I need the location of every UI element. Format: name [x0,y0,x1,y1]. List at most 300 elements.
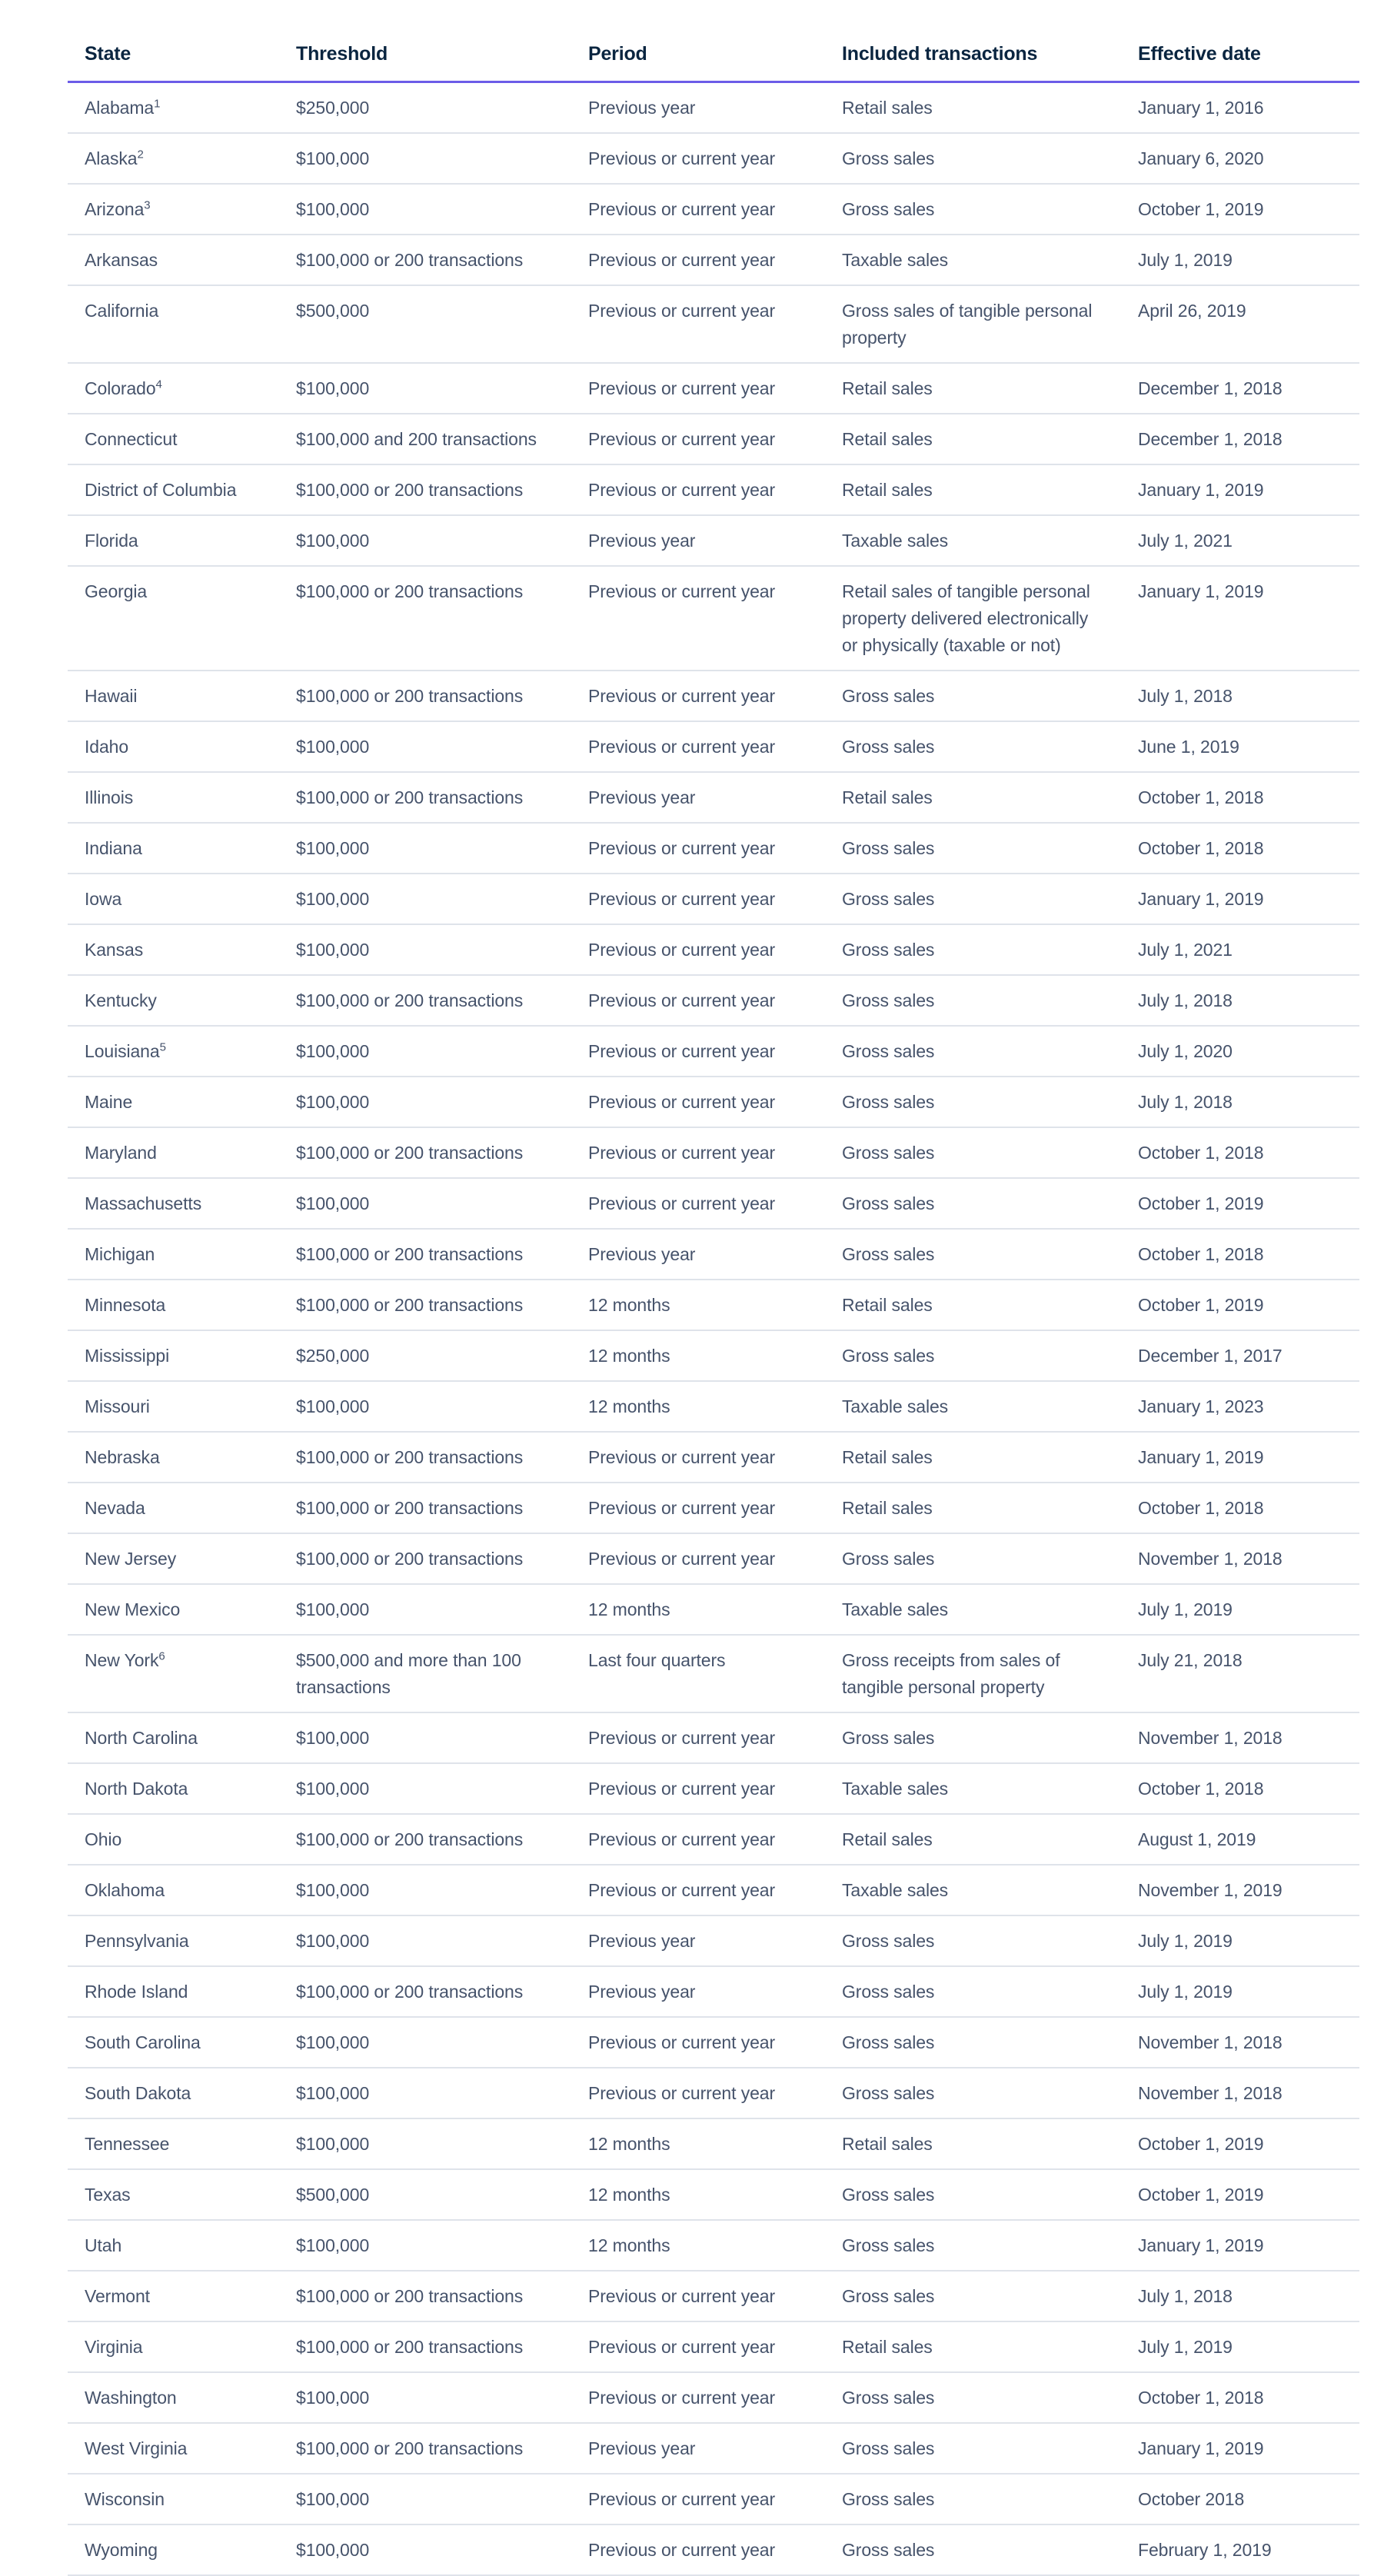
state-name: Nevada [85,1498,145,1518]
footnote-marker[interactable]: 1 [154,97,161,111]
cell-effective-date: January 1, 2019 [1121,464,1359,515]
table-row [68,285,1359,363]
table-row [68,1814,1359,1865]
state-name: Minnesota [85,1295,166,1315]
table-row [68,1127,1359,1178]
cell-period: Previous or current year [571,975,825,1026]
cell-threshold: $100,000 or 200 transactions [279,235,571,285]
cell-state [68,1763,279,1814]
cell-effective-date: July 1, 2019 [1121,2321,1359,2372]
cell-state [68,2271,279,2321]
cell-state [68,1432,279,1483]
cell-included-transactions: Gross sales [825,924,1121,975]
cell-state [68,1178,279,1229]
state-name: Mississippi [85,1346,170,1366]
cell-included-transactions: Taxable sales [825,1865,1121,1915]
table-row [68,1915,1359,1966]
cell-effective-date: November 1, 2018 [1121,1712,1359,1763]
cell-included-transactions: Taxable sales [825,235,1121,285]
cell-threshold: $100,000 or 200 transactions [279,1966,571,2017]
cell-threshold: $100,000 or 200 transactions [279,1814,571,1865]
cell-threshold: $100,000 or 200 transactions [279,464,571,515]
cell-period: Previous or current year [571,874,825,924]
cell-included-transactions: Gross receipts from sales of tangible personal property [825,1635,1121,1712]
cell-threshold: $100,000 [279,1763,571,1814]
cell-effective-date: October 1, 2018 [1121,1229,1359,1280]
table-row [68,721,1359,772]
cell-threshold: $100,000 [279,874,571,924]
cell-included-transactions: Retail sales [825,1280,1121,1330]
cell-included-transactions: Taxable sales [825,1763,1121,1814]
table-row [68,2169,1359,2220]
state-name: California [85,301,159,321]
cell-effective-date: October 1, 2019 [1121,2169,1359,2220]
cell-included-transactions: Gross sales [825,1966,1121,2017]
table-row [68,184,1359,235]
table-row [68,1178,1359,1229]
cell-threshold: $100,000 [279,2372,571,2423]
cell-period: Previous or current year [571,184,825,235]
cell-period: Previous or current year [571,721,825,772]
cell-threshold: $100,000 [279,1381,571,1432]
state-name: Kansas [85,940,144,960]
cell-effective-date: November 1, 2019 [1121,1865,1359,1915]
cell-threshold: $100,000 [279,721,571,772]
table-row [68,1432,1359,1483]
table-row [68,823,1359,874]
cell-included-transactions: Retail sales [825,1814,1121,1865]
cell-state [68,2423,279,2474]
cell-effective-date: October 1, 2018 [1121,1483,1359,1533]
cell-included-transactions: Gross sales [825,1330,1121,1381]
cell-included-transactions: Gross sales [825,721,1121,772]
cell-period: 12 months [571,1330,825,1381]
footnote-marker[interactable]: 3 [144,198,151,212]
cell-included-transactions: Gross sales [825,671,1121,721]
cell-effective-date: January 1, 2019 [1121,566,1359,671]
cell-state [68,1814,279,1865]
cell-state [68,975,279,1026]
cell-effective-date: October 1, 2019 [1121,1280,1359,1330]
cell-included-transactions: Gross sales [825,2423,1121,2474]
footnote-marker[interactable]: 2 [137,148,144,161]
cell-included-transactions: Gross sales [825,874,1121,924]
cell-threshold: $100,000 [279,363,571,414]
state-name: Louisiana [85,1041,160,1061]
cell-period: Previous or current year [571,823,825,874]
cell-effective-date: July 1, 2020 [1121,1026,1359,1077]
state-name: Vermont [85,2286,150,2306]
cell-included-transactions: Gross sales [825,2474,1121,2524]
cell-included-transactions: Gross sales [825,1533,1121,1584]
cell-state [68,285,279,363]
cell-effective-date: October 1, 2019 [1121,184,1359,235]
state-name: Iowa [85,889,122,909]
cell-period: Previous or current year [571,1533,825,1584]
footnote-marker[interactable]: 6 [158,1649,165,1663]
table-row [68,2220,1359,2271]
cell-period: Previous or current year [571,1432,825,1483]
cell-included-transactions: Gross sales [825,133,1121,184]
cell-effective-date: January 1, 2019 [1121,2423,1359,2474]
table-row [68,1077,1359,1127]
cell-included-transactions: Gross sales [825,1712,1121,1763]
cell-period: Previous or current year [571,2524,825,2575]
column-header-period[interactable]: Period [571,43,825,82]
cell-period: Previous or current year [571,1483,825,1533]
cell-period: Previous year [571,1915,825,1966]
state-name: North Dakota [85,1779,188,1799]
cell-threshold: $500,000 [279,2169,571,2220]
cell-threshold: $100,000 or 200 transactions [279,2321,571,2372]
state-name: West Virginia [85,2438,188,2458]
cell-effective-date: July 1, 2018 [1121,671,1359,721]
cell-threshold: $100,000 or 200 transactions [279,1280,571,1330]
footnote-marker[interactable]: 5 [159,1040,166,1054]
cell-effective-date: February 1, 2019 [1121,2524,1359,2575]
cell-effective-date: October 1, 2018 [1121,2372,1359,2423]
cell-effective-date: July 1, 2019 [1121,1966,1359,2017]
cell-period: 12 months [571,1381,825,1432]
cell-state [68,82,279,134]
cell-period: Previous or current year [571,363,825,414]
cell-state [68,2372,279,2423]
table-row [68,235,1359,285]
cell-effective-date: January 1, 2023 [1121,1381,1359,1432]
cell-state [68,721,279,772]
cell-threshold: $100,000 or 200 transactions [279,1483,571,1533]
cell-period: Previous or current year [571,671,825,721]
cell-effective-date: January 1, 2019 [1121,2220,1359,2271]
cell-threshold: $100,000 [279,1915,571,1966]
table-row [68,1966,1359,2017]
state-name: Missouri [85,1396,150,1416]
cell-effective-date: April 26, 2019 [1121,285,1359,363]
cell-effective-date: January 1, 2019 [1121,874,1359,924]
cell-effective-date: December 1, 2018 [1121,363,1359,414]
cell-state [68,1077,279,1127]
cell-state [68,1533,279,1584]
cell-state [68,772,279,823]
cell-effective-date: July 21, 2018 [1121,1635,1359,1712]
table-row [68,1381,1359,1432]
cell-effective-date: October 1, 2018 [1121,1763,1359,1814]
economic-nexus-table [68,43,1359,2576]
cell-period: Previous or current year [571,566,825,671]
cell-period: Previous or current year [571,414,825,464]
table-row [68,515,1359,566]
cell-period: Previous or current year [571,285,825,363]
cell-threshold: $100,000 or 200 transactions [279,566,571,671]
state-name: District of Columbia [85,480,237,500]
state-name: Rhode Island [85,1982,188,2002]
cell-included-transactions: Taxable sales [825,1381,1121,1432]
cell-included-transactions: Taxable sales [825,1584,1121,1635]
state-name: New Mexico [85,1599,181,1619]
cell-effective-date: January 1, 2016 [1121,82,1359,134]
cell-effective-date: October 1, 2018 [1121,823,1359,874]
state-name: Virginia [85,2337,143,2357]
state-name: Arizona [85,199,145,219]
cell-period: Previous or current year [571,924,825,975]
cell-period: Previous or current year [571,464,825,515]
table-row [68,1763,1359,1814]
cell-threshold: $100,000 or 200 transactions [279,1127,571,1178]
cell-included-transactions: Retail sales [825,363,1121,414]
state-name: Colorado [85,378,156,398]
cell-threshold: $100,000 [279,1178,571,1229]
cell-state [68,414,279,464]
cell-state [68,2474,279,2524]
cell-threshold: $100,000 [279,1712,571,1763]
column-header-included-transactions[interactable]: Included transactions [825,43,1121,82]
cell-state [68,2524,279,2575]
cell-included-transactions: Gross sales [825,823,1121,874]
cell-period: Previous year [571,1229,825,1280]
cell-threshold: $100,000 or 200 transactions [279,1533,571,1584]
cell-state [68,1865,279,1915]
cell-state [68,2068,279,2118]
state-name: Wisconsin [85,2489,165,2509]
cell-threshold: $100,000 [279,1584,571,1635]
cell-period: Previous year [571,1966,825,2017]
cell-effective-date: July 1, 2018 [1121,975,1359,1026]
cell-threshold: $100,000 [279,2118,571,2169]
cell-period: Previous or current year [571,2017,825,2068]
cell-effective-date: July 1, 2018 [1121,2271,1359,2321]
table-row [68,2321,1359,2372]
cell-included-transactions: Retail sales [825,1432,1121,1483]
cell-threshold: $250,000 [279,1330,571,1381]
table-row [68,2271,1359,2321]
table-row [68,924,1359,975]
cell-included-transactions: Gross sales [825,2372,1121,2423]
table-row [68,133,1359,184]
cell-threshold: $100,000 [279,2220,571,2271]
cell-threshold: $100,000 [279,184,571,235]
state-name: South Dakota [85,2083,191,2103]
cell-effective-date: July 1, 2021 [1121,924,1359,975]
cell-included-transactions: Gross sales [825,1915,1121,1966]
table-row [68,874,1359,924]
column-header-state[interactable]: State [68,43,279,82]
state-name: Arkansas [85,250,158,270]
state-name: Indiana [85,838,142,858]
state-name: North Carolina [85,1728,198,1748]
cell-effective-date: July 1, 2019 [1121,1915,1359,1966]
cell-effective-date: January 1, 2019 [1121,1432,1359,1483]
cell-included-transactions: Taxable sales [825,515,1121,566]
cell-period: Previous or current year [571,1763,825,1814]
table-row [68,2118,1359,2169]
cell-threshold: $100,000 or 200 transactions [279,975,571,1026]
cell-period: Previous or current year [571,1814,825,1865]
state-name: South Carolina [85,2032,201,2052]
cell-state [68,1280,279,1330]
table-row [68,2017,1359,2068]
state-name: Ohio [85,1829,122,1849]
cell-included-transactions: Gross sales [825,975,1121,1026]
cell-period: Previous or current year [571,2321,825,2372]
state-name: Illinois [85,787,134,807]
cell-period: 12 months [571,2118,825,2169]
header-row [68,43,1359,82]
cell-threshold: $500,000 and more than 100 transactions [279,1635,571,1712]
column-header-effective-date[interactable]: Effective date [1121,43,1359,82]
cell-included-transactions: Gross sales [825,2271,1121,2321]
cell-state [68,2321,279,2372]
cell-period: Previous or current year [571,2474,825,2524]
state-name: Alabama [85,98,155,118]
cell-threshold: $100,000 and 200 transactions [279,414,571,464]
state-name: Utah [85,2235,122,2255]
state-name: Alaska [85,148,138,168]
cell-effective-date: July 1, 2019 [1121,1584,1359,1635]
cell-period: 12 months [571,1584,825,1635]
table-row [68,414,1359,464]
column-header-threshold[interactable]: Threshold [279,43,571,82]
cell-threshold: $100,000 [279,2524,571,2575]
cell-state [68,1966,279,2017]
cell-state [68,464,279,515]
cell-included-transactions: Retail sales [825,772,1121,823]
cell-state [68,363,279,414]
table-row [68,2423,1359,2474]
cell-state [68,2017,279,2068]
footnote-marker[interactable]: 4 [155,378,162,391]
state-name: Texas [85,2185,131,2205]
table-row [68,1330,1359,1381]
state-name: Tennessee [85,2134,170,2154]
cell-effective-date: July 1, 2019 [1121,235,1359,285]
cell-threshold: $100,000 [279,2474,571,2524]
cell-included-transactions: Retail sales [825,414,1121,464]
state-name: Hawaii [85,686,138,706]
cell-threshold: $500,000 [279,285,571,363]
table-row [68,1280,1359,1330]
cell-state [68,2118,279,2169]
cell-threshold: $100,000 or 200 transactions [279,1229,571,1280]
table-row [68,1026,1359,1077]
cell-state [68,1381,279,1432]
cell-included-transactions: Gross sales [825,1077,1121,1127]
table-row [68,772,1359,823]
table-row [68,1635,1359,1712]
cell-state [68,515,279,566]
cell-threshold: $250,000 [279,82,571,134]
cell-state [68,1026,279,1077]
cell-period: Previous or current year [571,1712,825,1763]
cell-threshold: $100,000 or 200 transactions [279,2423,571,2474]
cell-effective-date: December 1, 2017 [1121,1330,1359,1381]
state-name: Florida [85,531,138,551]
cell-state [68,924,279,975]
cell-state [68,874,279,924]
table-row [68,1865,1359,1915]
cell-period: Previous or current year [571,1865,825,1915]
cell-included-transactions: Retail sales [825,1483,1121,1533]
cell-effective-date: October 1, 2019 [1121,1178,1359,1229]
state-name: Kentucky [85,990,157,1010]
state-name: Georgia [85,581,148,601]
cell-threshold: $100,000 [279,924,571,975]
table-row [68,1483,1359,1533]
cell-period: 12 months [571,1280,825,1330]
cell-state [68,1915,279,1966]
cell-effective-date: December 1, 2018 [1121,414,1359,464]
state-name: Pennsylvania [85,1931,189,1951]
state-name: Oklahoma [85,1880,165,1900]
cell-period: Previous or current year [571,133,825,184]
cell-period: Previous or current year [571,2372,825,2423]
state-name: New York [85,1650,159,1670]
cell-threshold: $100,000 [279,2068,571,2118]
cell-included-transactions: Gross sales [825,2068,1121,2118]
cell-period: Previous or current year [571,2068,825,2118]
cell-effective-date: July 1, 2021 [1121,515,1359,566]
cell-state [68,1127,279,1178]
cell-effective-date: November 1, 2018 [1121,1533,1359,1584]
cell-effective-date: November 1, 2018 [1121,2017,1359,2068]
cell-effective-date: November 1, 2018 [1121,2068,1359,2118]
cell-period: Previous or current year [571,1026,825,1077]
cell-period: Previous year [571,82,825,134]
table-row [68,2524,1359,2575]
cell-threshold: $100,000 [279,1077,571,1127]
cell-period: Previous year [571,772,825,823]
cell-included-transactions: Gross sales of tangible personal property [825,285,1121,363]
table-row [68,1584,1359,1635]
cell-included-transactions: Gross sales [825,1229,1121,1280]
table-row [68,82,1359,134]
cell-state [68,2220,279,2271]
table-header [68,43,1359,82]
cell-threshold: $100,000 [279,2017,571,2068]
cell-threshold: $100,000 [279,1026,571,1077]
cell-period: Previous or current year [571,2271,825,2321]
cell-effective-date: October 1, 2019 [1121,2118,1359,2169]
cell-effective-date: August 1, 2019 [1121,1814,1359,1865]
cell-period: Previous year [571,2423,825,2474]
cell-state [68,1330,279,1381]
cell-state [68,1635,279,1712]
cell-period: 12 months [571,2169,825,2220]
cell-effective-date: October 1, 2018 [1121,772,1359,823]
table-row [68,363,1359,414]
state-name: Nebraska [85,1447,160,1467]
state-name: Massachusetts [85,1193,202,1213]
nexus-table-container [68,43,1359,2576]
cell-effective-date: January 6, 2020 [1121,133,1359,184]
cell-state [68,1584,279,1635]
cell-state [68,235,279,285]
cell-included-transactions: Gross sales [825,1026,1121,1077]
state-name: Wyoming [85,2540,158,2560]
table-row [68,566,1359,671]
cell-threshold: $100,000 [279,1865,571,1915]
cell-included-transactions: Gross sales [825,184,1121,235]
table-row [68,2372,1359,2423]
cell-period: Previous or current year [571,1178,825,1229]
cell-included-transactions: Gross sales [825,2220,1121,2271]
cell-effective-date: June 1, 2019 [1121,721,1359,772]
cell-state [68,133,279,184]
state-name: Idaho [85,737,129,757]
state-name: Connecticut [85,429,178,449]
cell-state [68,1712,279,1763]
cell-threshold: $100,000 [279,515,571,566]
cell-threshold: $100,000 or 200 transactions [279,2271,571,2321]
